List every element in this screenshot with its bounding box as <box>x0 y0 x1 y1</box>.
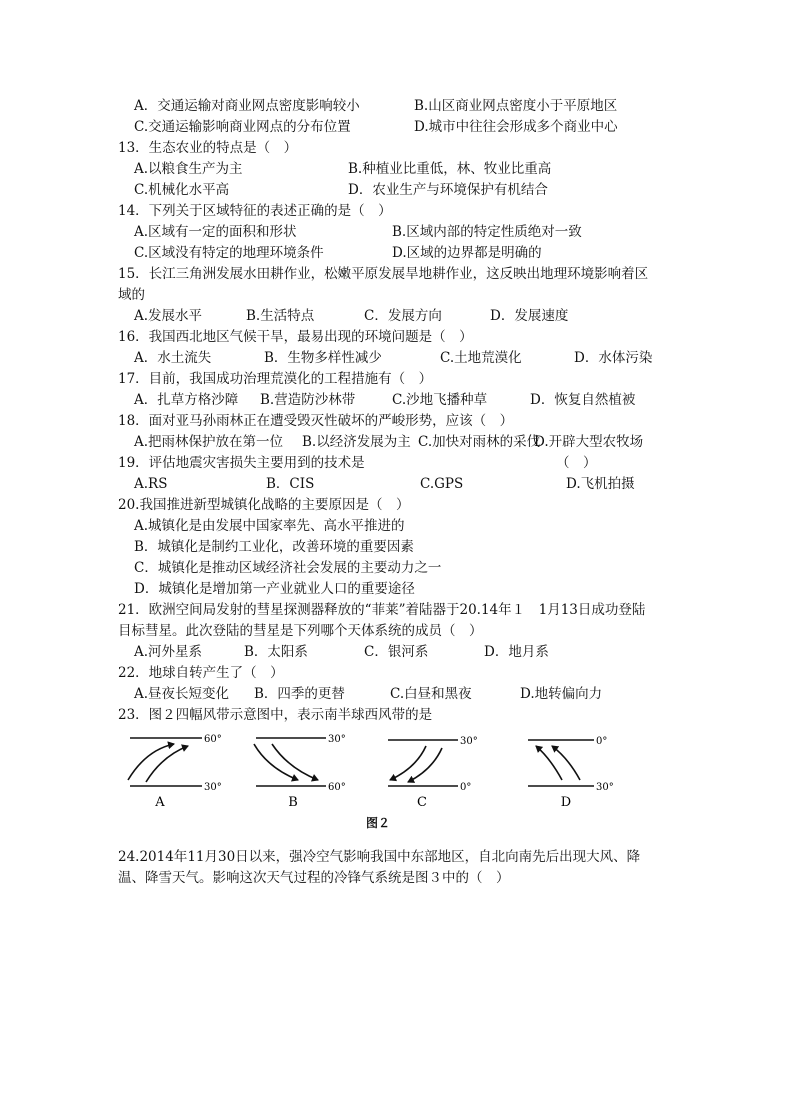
panel-b-letter: B <box>288 795 298 810</box>
q17-option-d: D．恢复自然植被 <box>530 392 636 408</box>
q16-option-c: C.土地荒漠化 <box>440 350 522 366</box>
q12-option-b: B.山区商业网点密度小于平原地区 <box>414 98 618 114</box>
q15-option-d: D．发展速度 <box>490 308 569 324</box>
panel-b-bottom-lat: 60° <box>328 782 346 793</box>
q22-option-d: D.地转偏向力 <box>520 686 603 702</box>
panel-d-bottom-lat: 30° <box>596 782 614 793</box>
q13-option-c: C.机械化水平高 <box>134 182 230 198</box>
panel-d <box>528 736 614 810</box>
panel-d-letter: D <box>560 795 572 810</box>
q17-option-c: C.沙地飞播种草 <box>392 392 488 408</box>
q21-option-a: A.河外星系 <box>134 644 203 660</box>
panel-a-arrow-2 <box>146 746 188 782</box>
q21-option-d: D．地月系 <box>484 644 549 660</box>
q17-option-b: B.营造防沙林带 <box>260 392 356 408</box>
q16-option-d: D．水体污染 <box>574 350 653 366</box>
panel-b <box>254 734 346 810</box>
q19-option-b: B．CIS <box>266 476 315 492</box>
q22-option-c: C.白昼和黑夜 <box>390 686 472 702</box>
q19-answer-paren: （ ） <box>556 455 597 471</box>
q13-option-b: B.种植业比重低，林、牧业比重高 <box>348 161 552 177</box>
q14-option-c: C.区域没有特定的地理环境条件 <box>134 245 324 261</box>
q14-option-b: B.区域内部的特定性质绝对一致 <box>392 224 582 240</box>
panel-d-arrow-2 <box>552 746 580 780</box>
q15-option-c: C．发展方向 <box>364 308 442 324</box>
panel-a-bottom-lat: 30° <box>204 782 222 793</box>
q16-option-b: B．生物多样性减少 <box>264 350 382 366</box>
q19-option-a: A.RS <box>134 476 168 492</box>
q18-option-d: D.开辟大型农牧场 <box>534 434 644 450</box>
q15-option-a: A.发展水平 <box>134 308 203 324</box>
q12-option-d: D.城市中往往会形成多个商业中心 <box>414 119 618 135</box>
q21-option-c: C．银河系 <box>364 644 429 660</box>
q12-option-c: C.交通运输影响商业网点的分布位置 <box>134 119 351 135</box>
panel-a-top-lat: 60° <box>204 734 222 745</box>
panel-c-top-lat: 30° <box>460 736 478 747</box>
panel-a <box>128 734 222 810</box>
q14-option-d: D.区域的边界都是明确的 <box>392 245 542 261</box>
q15-option-b: B.生活特点 <box>246 308 315 324</box>
panel-b-arrow-2 <box>272 744 318 780</box>
q13-option-a: A.以粮食生产为主 <box>134 161 243 177</box>
figure-2-caption: 图２ <box>366 816 391 830</box>
q18-option-b: B.以经济发展为主 <box>302 434 411 450</box>
panel-c <box>388 736 478 810</box>
panel-a-letter: A <box>155 795 165 810</box>
panel-d-top-lat: 0° <box>596 736 608 747</box>
panel-c-bottom-lat: 0° <box>460 782 472 793</box>
q18-option-a: A.把雨林保护放在第一位 <box>134 434 284 450</box>
q21-option-b: B．太阳系 <box>244 644 308 660</box>
q22-option-a: A.昼夜长短变化 <box>134 686 230 702</box>
q12-option-a: A．交通运输对商业网点密度影响较小 <box>134 98 360 114</box>
q16-option-a: A．水土流失 <box>134 350 212 366</box>
q13-option-d: D．农业生产与环境保护有机结合 <box>348 182 548 198</box>
panel-c-letter: C <box>417 795 427 810</box>
q19-option-d: D.飞机拍摄 <box>566 476 635 492</box>
q22-option-b: B．四季的更替 <box>254 686 345 702</box>
q18-option-c: C.加快对雨林的采伐 <box>418 434 541 450</box>
q19-option-c: C.GPS <box>420 476 464 492</box>
q17-option-a: A．扎草方格沙障 <box>134 392 239 408</box>
panel-b-top-lat: 30° <box>328 734 346 745</box>
q14-option-a: A.区域有一定的面积和形状 <box>134 224 297 240</box>
figure-2-wind-belts <box>118 724 638 814</box>
